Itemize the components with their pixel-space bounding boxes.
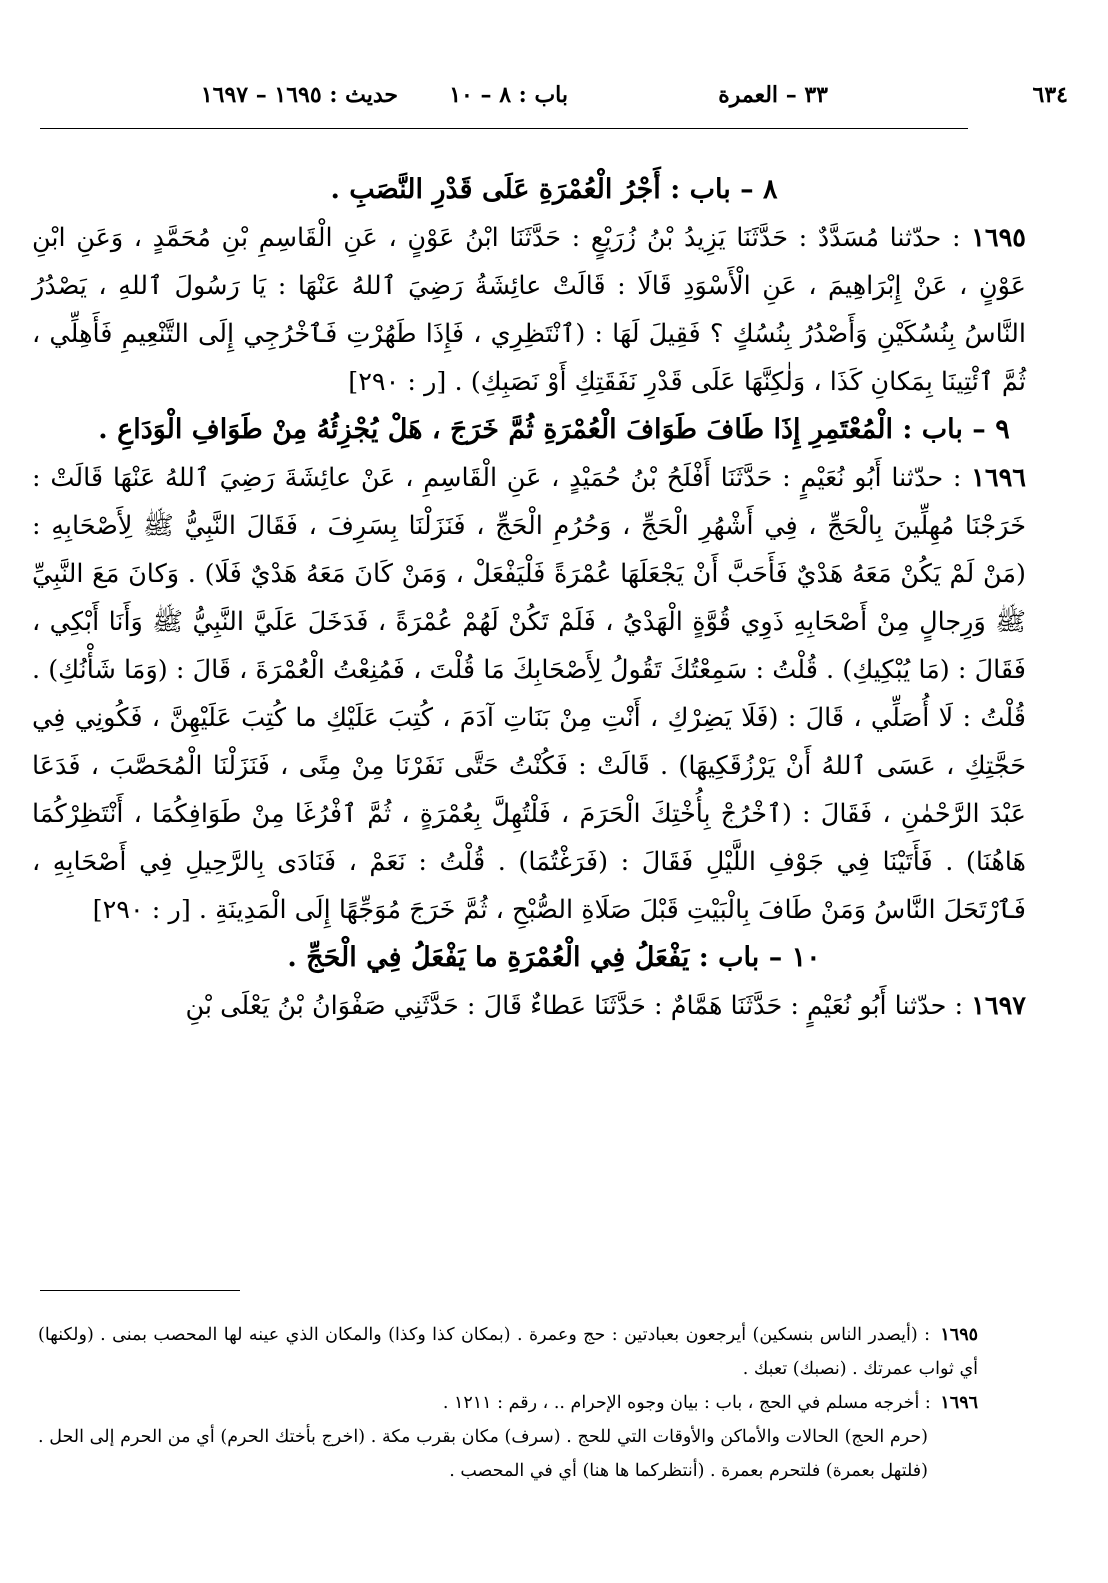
hadith-text: : حدّثنا أَبُو نُعَيْمٍ : حَدَّثَنَا هَمَّامٌ : حَدَّثَنَا عَطاءٌ قَالَ : حَدَّثَنِي صَفْوَانُ بْنُ يَعْلَى بْنِ	[185, 991, 964, 1021]
footnote-text: : (أيصدر الناس بنسكين) أيرجعون بعبادتين : حج وعمرة . (بمكان كذا وكذا) والمكان الذي عينه لها المحصب بمنى . (ولكنها) أي ثواب عمرتك . (نصبك) تعبك .	[38, 1325, 978, 1379]
hadith-text: : حدّثنا مُسَدَّدٌ : حَدَّثَنَا يَزِيدُ بْنُ زُرَيْعٍ : حَدَّثَنَا ابْنُ عَوْنٍ ، عَنِ الْقَاسِمِ بْنِ مُحَمَّدٍ ، وَعَنِ ابْنِ عَوْنٍ ، عَنْ إِبْرَاهِيمَ ، عَنِ الْأَسْوَدِ قَالَا : قَالَتْ عائِشَةُ رَضِيَ ٱللهُ عَنْهَا : يَا رَسُولَ ٱللهِ ، يَصْدُرُ النَّاسُ بِنُسُكَيْنِ وَأَصْدُرُ بِنُسُكٍ ؟ فَقِيلَ لَهَا : (ٱنْتَظِرِي ، فَإِذَا طَهُرْتِ فَٱخْرُجِي إِلَى التَّنْعِيمِ فَأَهِلِّي ، ثُمَّ ٱئْتِينَا بِمَكانِ كَذَا ، وَلٰكِنَّهَا عَلَى قَدْرِ نَفَقَتِكِ أَوْ نَصَبِكِ) .	[32, 223, 1026, 397]
chapter-title: ٣٣ – العمرة	[718, 82, 828, 108]
hadith-number: ١٦٩٥	[971, 223, 1026, 253]
footnote-text: : أخرجه مسلم في الحج ، باب : بيان وجوه الإحرام .. ، رقم : ١٢١١ .	[442, 1393, 931, 1413]
hadith-paragraph	[32, 214, 1076, 406]
footnote	[38, 1420, 978, 1488]
hadith-paragraph	[32, 454, 1076, 934]
footnotes	[38, 1318, 978, 1488]
hadith-paragraph	[32, 982, 1076, 1030]
footnote-number: ١٦٩٥	[940, 1325, 978, 1345]
hadith-reference: [ر : ٢٩٠]	[348, 367, 447, 397]
hadith-text: : حدّثنا أَبُو نُعَيْمٍ : حَدَّثَنَا أَفْلَحُ بْنُ حُمَيْدٍ ، عَنِ الْقَاسِمِ ، عَنْ عائِشَةَ رَضِيَ ٱللهُ عَنْهَا قَالَتْ : خَرَجْنَا مُهِلِّينَ بِالْحَجِّ ، فِي أَشْهُرِ الْحَجِّ ، وَحُرُمِ الْحَجِّ ، فَنَزَلْنَا بِسَرِفَ ، فَقَالَ النَّبِيُّ ﷺ لِأَصْحَابِهِ : (مَنْ لَمْ يَكُنْ مَعَهُ هَدْيٌ فَأَحَبَّ أَنْ يَجْعَلَهَا عُمْرَةً فَلْيَفْعَلْ ، وَمَنْ كَانَ مَعَهُ هَدْيٌ فَلَا) . وَكانَ مَعَ النَّبِيِّ ﷺ وَرِجالٍ مِنْ أَصْحَابِهِ ذَوِي قُوَّةٍ الْهَدْيُ ، فَلَمْ تَكُنْ لَهُمْ عُمْرَةً ، فَدَخَلَ عَلَيَّ النَّبِيُّ ﷺ وَأَنَا أَبْكِي ، فَقَالَ : (مَا يُبْكِيكِ) . قُلْتُ : سَمِعْتُكَ تَقُولُ لِأَصْحَابِكَ مَا قُلْتَ ، فَمُنِعْتُ الْعُمْرَةَ ، قَالَ : (وَمَا شَأْنُكِ) . قُلْتُ : لَا أُصَلِّي ، قَالَ : (فَلَا يَضِرْكِ ، أَنْتِ مِنْ بَنَاتِ آدَمَ ، كُتِبَ عَلَيْكِ ما كُتِبَ عَلَيْهِنَّ ، فَكُونِي فِي حَجَّتِكِ ، عَسَى ٱللهُ أَنْ يَرْزُقَكِيهَا) . قَالَتْ : فَكُنْتُ حَتَّى نَفَرْنَا مِنْ مِنًى ، فَنَزَلْنَا الْمُحَصَّبَ ، فَدَعَا عَبْدَ الرَّحْمٰنِ ، فَقَالَ : (ٱخْرُجْ بِأُخْتِكَ الْحَرَمَ ، فَلْتُهِلَّ بِعُمْرَةٍ ، ثُمَّ ٱفْرُغَا مِنْ طَوَافِكُمَا ، أَنْتَظِرْكُمَا هَاهُنَا) . فَأَتَيْنَا فِي جَوْفِ اللَّيْلِ فَقَالَ : (فَرَغْتُمَا) . قُلْتُ : نَعَمْ ، فَنَادَى بِالرَّحِيلِ فِي أَصْحَابِهِ ، فَٱرْتَحَلَ النَّاسُ وَمَنْ طَافَ بِالْبَيْتِ قَبْلَ صَلَاةِ الصُّبْحِ ، ثُمَّ خَرَجَ مُوَجِّهًا إِلَى الْمَدِينَةِ .	[32, 463, 1026, 925]
footnote-text: (حرم الحج) الحالات والأماكن والأوقات التي للحج . (سرف) مكان بقرب مكة . (اخرج بأختك الحرم) أي من الحرم إلى الحل . (فلتهل بعمرة) فلتحرم بعمرة . (أنتظركما ها هنا) أي في المحصب .	[38, 1427, 928, 1481]
bab-range: باب : ٨ – ١٠	[449, 82, 568, 108]
hadith-number: ١٦٩٧	[971, 991, 1026, 1021]
footnote-number: ١٦٩٦	[940, 1393, 978, 1413]
section-title: ٩ – باب : الْمُعْتَمِرِ إِذَا طَافَ طَوَافَ الْعُمْرَةِ ثُمَّ خَرَجَ ، هَلْ يُجْزِئُهُ مِنْ طَوَافِ الْوَدَاعِ .	[98, 414, 1010, 445]
main-text	[32, 166, 1076, 1030]
section-title: ٨ – باب : أَجْرُ الْعُمْرَةِ عَلَى قَدْرِ النَّصَبِ .	[330, 174, 778, 205]
hadith-reference: [ر : ٢٩٠]	[92, 895, 191, 925]
hadith-number: ١٦٩٦	[971, 463, 1026, 493]
footnote	[38, 1318, 978, 1386]
footnote-rule	[40, 1290, 240, 1291]
footnote	[38, 1386, 978, 1420]
hadith-range: حديث : ١٦٩٥ – ١٦٩٧	[200, 82, 398, 108]
section-title: ١٠ – باب : يَفْعَلُ فِي الْعُمْرَةِ ما يَفْعَلُ فِي الْحَجِّ .	[287, 942, 821, 973]
header-rule	[40, 128, 968, 129]
page-number: ٦٣٤	[1032, 82, 1068, 108]
running-header	[40, 72, 1068, 122]
